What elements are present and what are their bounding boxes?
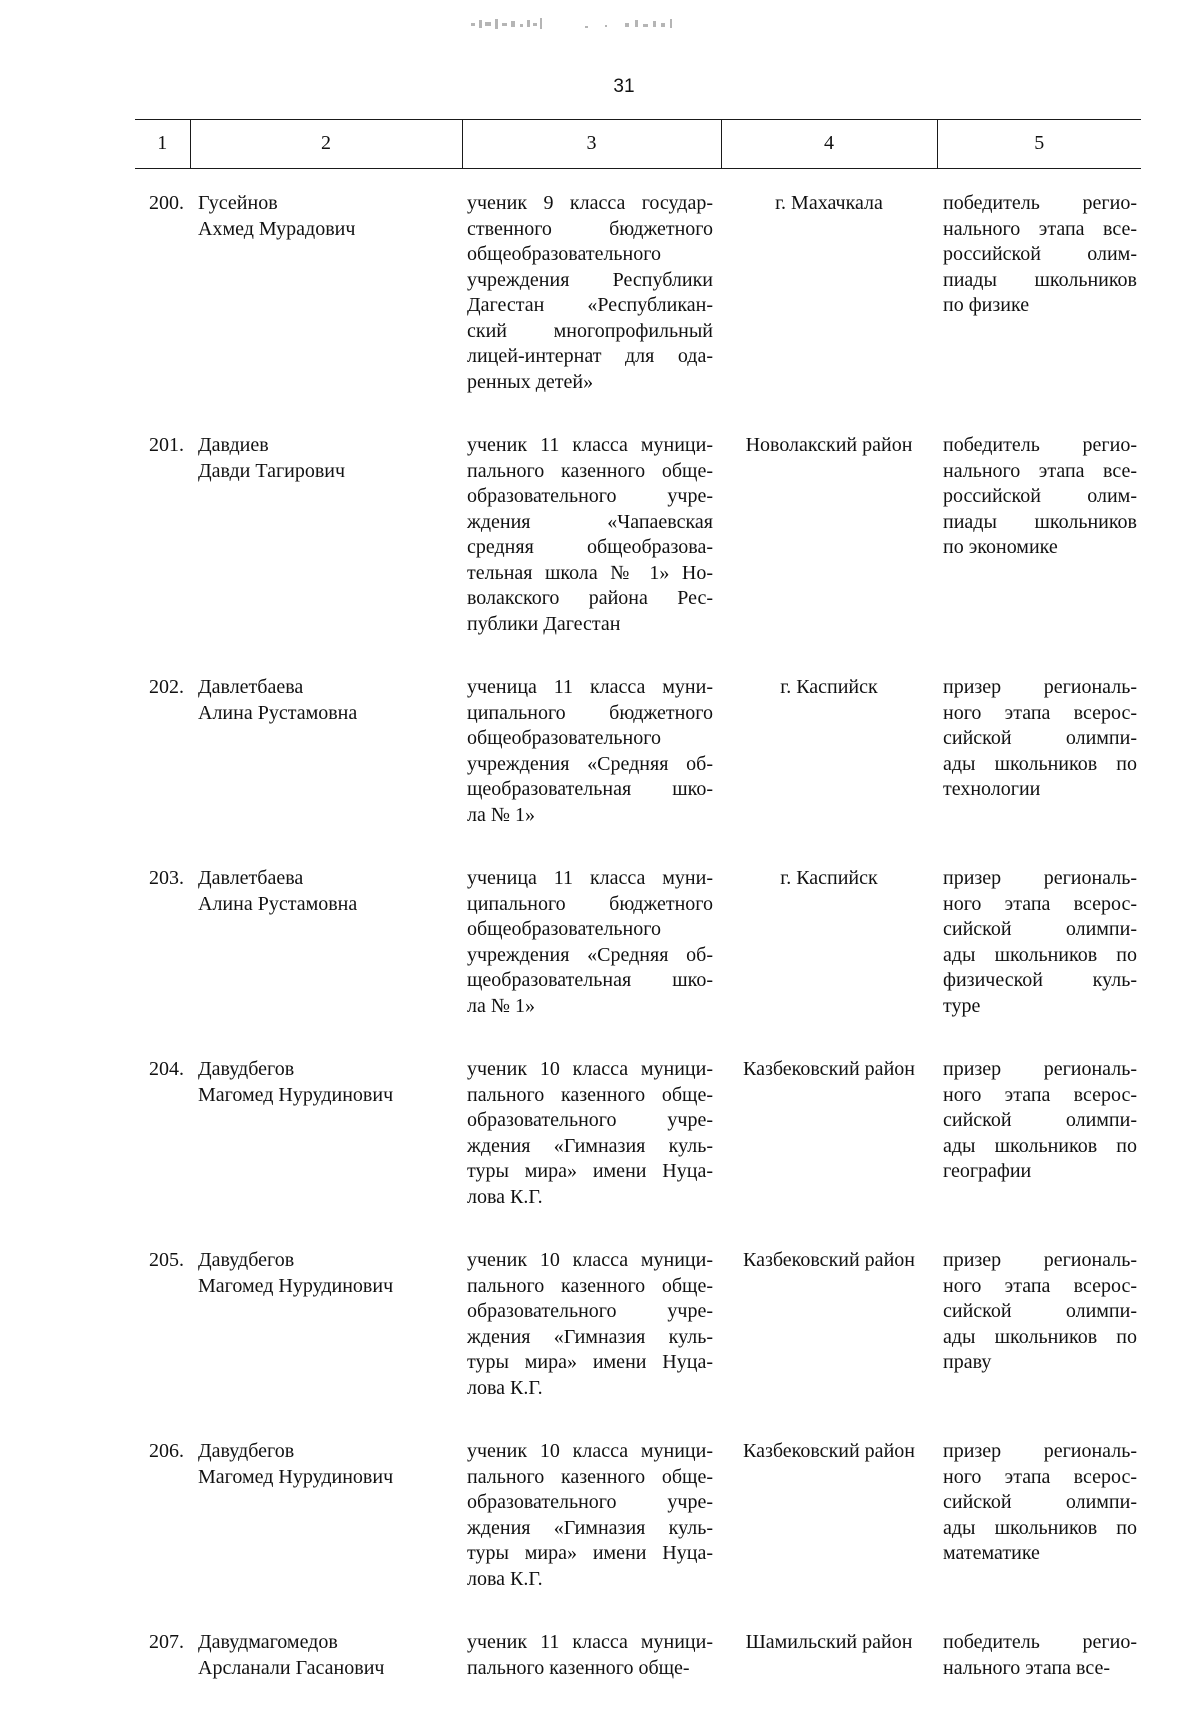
award-line: ады школьников по [943,752,1137,775]
row-number: 204. [149,1058,184,1080]
place-line: общеобразовательного [467,727,661,749]
region: г. Каспийск [780,867,878,889]
column-header-2: 2 [190,120,462,169]
award-line: ады школьников по [943,1325,1137,1348]
participant-name [190,395,462,637]
place-line: щеобразовательная шко- [467,969,713,991]
place-line: ученица 11 класса муни- [467,676,713,698]
place-line: волакского района Рес- [467,587,713,609]
region: Казбековский район [743,1440,915,1462]
place-line: туры мира» имени Нуца- [467,1351,713,1373]
place-line: общеобразовательного [467,243,661,265]
name-line: Магомед Нурудинович [198,1083,394,1106]
page-number: 31 [613,76,635,97]
name-line: Давлетбаева [198,676,304,698]
place-line: средняя общеобразова- [467,536,713,558]
place-line: ждения «Гимназия куль- [467,1134,713,1157]
place-line: ждения «Гимназия куль- [467,1516,713,1539]
award-line: ного этапа всерос- [943,701,1137,724]
place-line: пального казенного обще- [467,1465,713,1488]
award-line: сийской олимпи- [943,918,1137,940]
place-line: ла № 1» [467,994,535,1017]
school-description [462,828,721,1019]
participant-name [190,169,462,396]
award-line: праву [943,1351,992,1373]
region: Шамильский район [745,1631,913,1653]
row-number: 203. [149,867,184,889]
place-line: образовательного учре- [467,1300,713,1322]
place-line: образовательного учре- [467,485,713,507]
place-line: лицей-интернат для ода- [467,345,713,367]
table-row [135,1401,1141,1592]
place-line: ципального бюджетного [467,701,713,724]
place-line: учреждения «Средняя об- [467,943,713,966]
region: Казбековский район [743,1249,915,1271]
award-line: по физике [943,294,1030,316]
place-line: ученик 11 класса муници- [467,434,713,456]
region: Казбековский район [743,1058,915,1080]
table-row [135,637,1141,828]
awards-table [135,119,1141,1681]
award-line: призер региональ- [943,1058,1137,1080]
row-number: 207. [149,1631,184,1653]
award-line: географии [943,1160,1032,1182]
table-row [135,1592,1141,1681]
award-line: призер региональ- [943,1440,1137,1462]
place-line: Дагестан «Республикан- [467,294,713,316]
place-line: ученик 10 класса муници- [467,1440,713,1462]
place-line: образовательного учре- [467,1491,713,1513]
place-line: ренных детей» [467,370,594,393]
award-line: ного этапа всерос- [943,1274,1137,1297]
table-row [135,1019,1141,1210]
award-line: сийской олимпи- [943,1300,1137,1322]
school-description [462,1592,721,1681]
place-line: ученик 9 класса государ- [467,192,713,214]
award-line: ады школьников по [943,1516,1137,1539]
award-line: ады школьников по [943,1134,1137,1157]
name-line: Давудбегов [198,1440,295,1462]
column-header-5: 5 [937,120,1141,169]
place-line: лова К.Г. [467,1567,543,1590]
region: г. Каспийск [780,676,878,698]
award-line: ного этапа всерос- [943,1465,1137,1488]
award-line: призер региональ- [943,676,1137,698]
table-row [135,1210,1141,1401]
name-line: Давудбегов [198,1249,295,1271]
place-line: лова К.Г. [467,1185,543,1208]
row-number: 201. [149,434,184,456]
place-line: щеобразовательная шко- [467,778,713,800]
place-line: ственного бюджетного [467,217,713,240]
table-row [135,169,1141,396]
name-line: Давлетбаева [198,867,304,889]
award-line: российской олим- [943,485,1137,507]
place-line: пального казенного обще- [467,1274,713,1297]
award-line: технологии [943,778,1041,800]
school-description [462,637,721,828]
place-line: пального казенного обще- [467,1083,713,1106]
scan-noise-mark [465,14,715,36]
place-line: туры мира» имени Нуца- [467,1542,713,1564]
name-line: Магомед Нурудинович [198,1465,394,1488]
participant-name [190,1401,462,1592]
award-line: математике [943,1542,1040,1564]
award-line: нального этапа все- [943,459,1137,482]
award-status [937,637,1141,828]
table-row [135,395,1141,637]
table-body [135,169,1141,1682]
participant-name [190,828,462,1019]
school-description [462,1019,721,1210]
participant-name [190,1210,462,1401]
row-number: 200. [149,192,184,214]
row-number: 206. [149,1440,184,1462]
place-line: ученик 10 класса муници- [467,1058,713,1080]
name-line: Ахмед Мурадович [198,217,356,240]
header-row [135,120,1141,169]
region: Новолакский район [745,434,913,456]
award-line: сийской олимпи- [943,1491,1137,1513]
award-status [937,1019,1141,1210]
participant-name [190,1592,462,1681]
participant-name [190,1019,462,1210]
award-line: сийской олимпи- [943,1109,1137,1131]
award-status [937,395,1141,637]
region: г. Махачкала [775,192,883,214]
place-line: ученик 11 класса муници- [467,1631,713,1653]
participant-name [190,637,462,828]
school-description [462,395,721,637]
column-header-4: 4 [721,120,937,169]
award-line: физической куль- [943,969,1137,991]
school-description [462,1401,721,1592]
award-line: победитель регио- [943,1631,1137,1653]
award-line: российской олим- [943,243,1137,265]
award-line: нального этапа все- [943,217,1137,240]
place-line: лова К.Г. [467,1376,543,1399]
table-row [135,828,1141,1019]
place-line: ученица 11 класса муни- [467,867,713,889]
school-description [462,1210,721,1401]
place-line: общеобразовательного [467,918,661,940]
award-line: ады школьников по [943,943,1137,966]
place-line: учреждения «Средняя об- [467,752,713,775]
place-line: туры мира» имени Нуца- [467,1160,713,1182]
name-line: Магомед Нурудинович [198,1274,394,1297]
award-status [937,1592,1141,1681]
award-status [937,169,1141,396]
award-status [937,828,1141,1019]
award-line: пиады школьников [943,510,1137,533]
award-status [937,1401,1141,1592]
row-number: 202. [149,676,184,698]
award-line: призер региональ- [943,867,1137,889]
place-line: публики Дагестан [467,612,621,635]
row-number: 205. [149,1249,184,1271]
name-line: Давудмагомедов [198,1631,338,1653]
column-header-1: 1 [135,120,190,169]
name-line: Арсланали Гасанович [198,1656,385,1679]
place-line: ученик 10 класса муници- [467,1249,713,1271]
place-line: учреждения Республики [467,268,713,291]
name-line: Алина Рустамовна [198,701,358,724]
name-line: Давдиев [198,434,269,456]
place-line: ла № 1» [467,803,535,826]
name-line: Гусейнов [198,192,278,214]
award-line: ного этапа всерос- [943,1083,1137,1106]
place-line: тельная школа № 1» Но- [467,561,713,584]
place-line: ждения «Чапаевская [467,510,713,533]
award-line: призер региональ- [943,1249,1137,1271]
place-line: пального казенного обще- [467,1656,690,1679]
place-line: ждения «Гимназия куль- [467,1325,713,1348]
award-line: по экономике [943,536,1058,558]
column-header-3: 3 [462,120,721,169]
place-line: ципального бюджетного [467,892,713,915]
award-status [937,1210,1141,1401]
award-line: нального этапа все- [943,1656,1111,1679]
name-line: Давди Тагирович [198,459,346,482]
award-line: победитель регио- [943,192,1137,214]
place-line: ский многопрофильный [467,319,713,342]
award-line: туре [943,994,981,1017]
name-line: Алина Рустамовна [198,892,358,915]
award-line: ного этапа всерос- [943,892,1137,915]
school-description [462,169,721,396]
award-line: пиады школьников [943,268,1137,291]
award-line: сийской олимпи- [943,727,1137,749]
award-line: победитель регио- [943,434,1137,456]
name-line: Давудбегов [198,1058,295,1080]
place-line: пального казенного обще- [467,459,713,482]
place-line: образовательного учре- [467,1109,713,1131]
